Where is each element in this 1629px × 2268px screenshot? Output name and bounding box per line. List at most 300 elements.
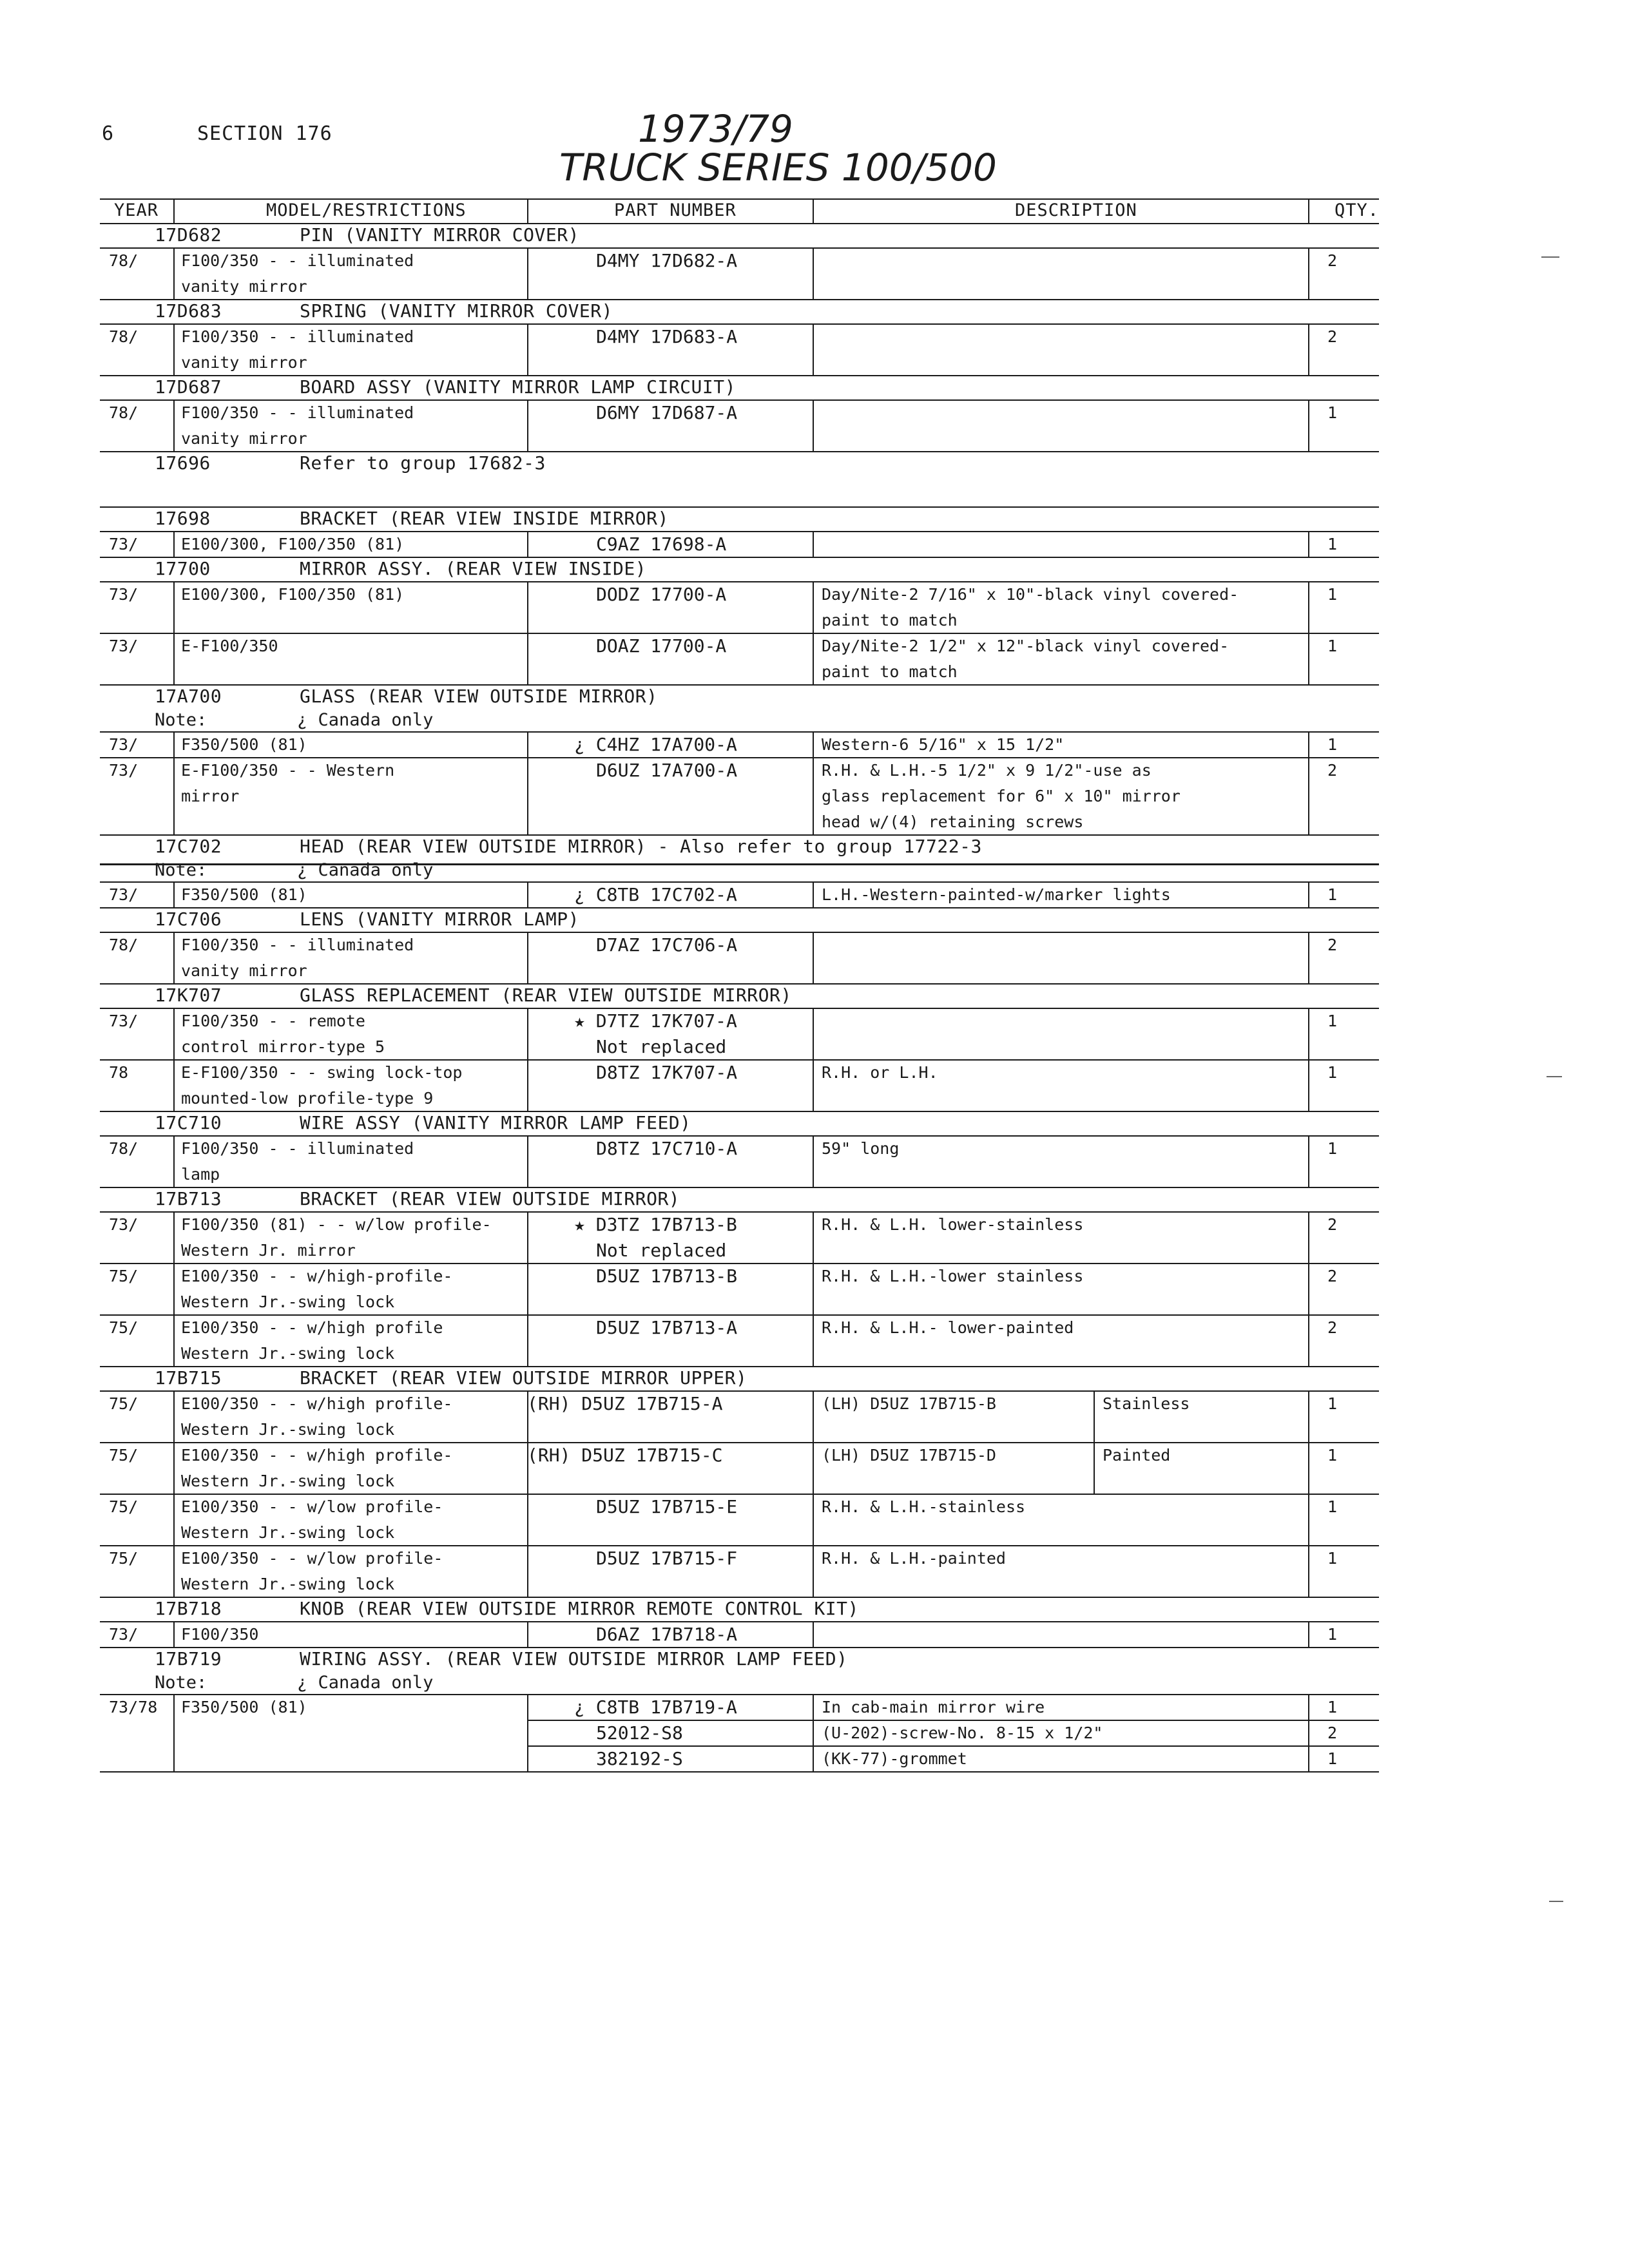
row-finish: Stainless <box>1103 1394 1190 1413</box>
row-model: Western Jr.-swing lock <box>181 1293 395 1311</box>
column-divider <box>527 633 528 684</box>
row-qty: 1 <box>1327 585 1338 604</box>
column-divider <box>813 731 814 757</box>
row-description: (LH) D5UZ 17B715-D <box>822 1446 996 1465</box>
rule-line <box>100 1442 1379 1443</box>
row-part-number: D5UZ 17B715-E <box>596 1496 738 1517</box>
row-qty: 1 <box>1327 1625 1338 1644</box>
column-divider <box>1308 1494 1309 1545</box>
group-code: 17698 <box>155 508 211 529</box>
row-year: 73/ <box>109 637 139 655</box>
row-model: Western Jr.-swing lock <box>181 1575 395 1593</box>
rule-line <box>100 506 1379 508</box>
column-divider <box>813 1621 814 1647</box>
row-year: 75/ <box>109 1549 139 1568</box>
row-model: Western Jr.-swing lock <box>181 1344 395 1363</box>
row-description: Day/Nite-2 7/16" x 10"-black vinyl covered- <box>822 585 1239 604</box>
row-description: (LH) D5UZ 17B715-B <box>822 1394 996 1413</box>
rule-line <box>100 1008 1379 1009</box>
row-model: control mirror-type 5 <box>181 1037 385 1056</box>
row-qty: 2 <box>1327 251 1338 270</box>
group-code: 17D682 <box>155 224 222 245</box>
row-year: 73/ <box>109 885 139 904</box>
row-qty: 1 <box>1327 637 1338 655</box>
row-model: E-F100/350 <box>181 637 278 655</box>
row-year: 78/ <box>109 403 139 422</box>
row-description: L.H.-Western-painted-w/marker lights <box>822 885 1171 904</box>
column-divider <box>813 1263 814 1314</box>
rule-line <box>100 1694 1379 1695</box>
column-divider <box>813 1211 814 1263</box>
row-description: R.H. or L.H. <box>822 1063 938 1082</box>
column-divider <box>813 1059 814 1111</box>
rule-line <box>100 1621 1379 1622</box>
row-model: F100/350 - - illuminated <box>181 936 414 954</box>
group-name: KNOB (REAR VIEW OUTSIDE MIRROR REMOTE CONTROL KIT) <box>300 1598 859 1619</box>
rule-line <box>100 1314 1379 1316</box>
row-model: F350/500 (81) <box>181 735 307 754</box>
column-divider <box>813 1442 814 1494</box>
group-code: 17C706 <box>155 908 222 930</box>
group-code: 17B713 <box>155 1188 222 1209</box>
group-name: GLASS REPLACEMENT (REAR VIEW OUTSIDE MIRROR) <box>300 985 792 1006</box>
row-qty: 1 <box>1327 535 1338 553</box>
row-description: (U-202)-screw-No. 8-15 x 1/2" <box>822 1724 1103 1742</box>
rule-line <box>100 1187 1379 1188</box>
column-divider <box>527 731 528 757</box>
note-label: Note: <box>155 1673 207 1693</box>
column-divider <box>527 932 528 983</box>
column-divider <box>1308 198 1309 223</box>
rule-line <box>100 247 1379 249</box>
row-part-number: ¿ C4HZ 17A700-A <box>574 734 737 755</box>
row-year: 73/ <box>109 735 139 754</box>
rule-line <box>100 1494 1379 1495</box>
column-divider <box>527 1059 528 1111</box>
column-divider <box>173 757 175 834</box>
rule-line <box>100 1771 1379 1773</box>
group-code: 17A700 <box>155 686 222 707</box>
group-name: PIN (VANITY MIRROR COVER) <box>300 224 579 245</box>
column-divider <box>1308 932 1309 983</box>
row-qty: 1 <box>1327 1139 1338 1158</box>
row-qty: 1 <box>1327 1446 1338 1465</box>
table-bottom-rule <box>100 863 1379 865</box>
row-part-number: (RH) D5UZ 17B715-A <box>527 1393 723 1414</box>
row-description: R.H. & L.H.-lower stainless <box>822 1267 1084 1285</box>
row-description: R.H. & L.H.-5 1/2" x 9 1/2"-use as <box>822 761 1152 780</box>
rule-line <box>100 581 1379 582</box>
group-code: 17D687 <box>155 376 222 398</box>
row-year: 73/ <box>109 761 139 780</box>
row-part-number: D5UZ 17B715-F <box>596 1548 738 1569</box>
column-divider <box>1308 581 1309 633</box>
column-divider <box>813 633 814 684</box>
column-divider <box>1308 1314 1309 1366</box>
row-model: F100/350 (81) - - w/low profile- <box>181 1215 492 1234</box>
column-divider <box>173 531 175 557</box>
row-model: E-F100/350 - - Western <box>181 761 395 780</box>
row-part-number: D4MY 17D683-A <box>596 326 738 347</box>
row-part-number: D7AZ 17C706-A <box>596 934 738 956</box>
row-model: F350/500 (81) <box>181 1698 307 1716</box>
row-part-number: Not replaced <box>596 1240 727 1261</box>
column-divider <box>527 1694 528 1771</box>
row-part-number: DOAZ 17700-A <box>596 635 727 657</box>
column-divider <box>173 1263 175 1314</box>
column-divider <box>527 1314 528 1366</box>
column-divider <box>173 1621 175 1647</box>
row-part-number: D6MY 17D687-A <box>596 402 738 423</box>
column-divider <box>813 323 814 375</box>
column-header-qty: QTY. <box>1335 200 1380 220</box>
rule-line <box>100 881 1379 883</box>
column-divider <box>173 1135 175 1187</box>
column-divider <box>527 247 528 299</box>
column-divider <box>1308 1263 1309 1314</box>
row-description: R.H. & L.H.-painted <box>822 1549 1006 1568</box>
row-model: Western Jr.-swing lock <box>181 1523 395 1542</box>
column-divider <box>813 1008 814 1059</box>
column-divider <box>527 198 528 223</box>
row-description: R.H. & L.H. lower-stainless <box>822 1215 1084 1234</box>
column-divider <box>173 399 175 451</box>
row-model: lamp <box>181 1165 220 1184</box>
column-divider <box>1308 1211 1309 1263</box>
column-divider <box>1308 881 1309 907</box>
row-description: R.H. & L.H.- lower-painted <box>822 1318 1074 1337</box>
column-divider <box>527 1390 528 1442</box>
column-divider <box>527 881 528 907</box>
column-divider <box>1094 1442 1095 1494</box>
rule-line <box>100 1211 1379 1213</box>
column-divider <box>813 1694 814 1771</box>
row-model: F350/500 (81) <box>181 885 307 904</box>
column-divider <box>813 399 814 451</box>
rule-line <box>100 731 1379 733</box>
column-divider <box>1308 757 1309 834</box>
row-year: 75/ <box>109 1497 139 1516</box>
column-divider <box>527 1008 528 1059</box>
column-divider <box>527 1494 528 1545</box>
column-divider <box>813 932 814 983</box>
row-part-number: DODZ 17700-A <box>596 584 727 605</box>
group-code: 17C710 <box>155 1112 222 1133</box>
column-divider <box>813 757 814 834</box>
row-description: glass replacement for 6" x 10" mirror <box>822 787 1181 805</box>
column-divider <box>813 1494 814 1545</box>
rule-line <box>100 531 1379 532</box>
column-divider <box>173 1390 175 1442</box>
column-divider <box>1308 731 1309 757</box>
rule-line <box>527 1720 1379 1721</box>
group-name: GLASS (REAR VIEW OUTSIDE MIRROR) <box>300 686 658 707</box>
group-name: BRACKET (REAR VIEW INSIDE MIRROR) <box>300 508 669 529</box>
row-model: Western Jr.-swing lock <box>181 1472 395 1490</box>
row-qty: 2 <box>1327 761 1338 780</box>
row-model: E100/300, F100/350 (81) <box>181 535 405 553</box>
column-divider <box>173 581 175 633</box>
column-divider <box>1308 1135 1309 1187</box>
column-divider <box>173 633 175 684</box>
rule-line <box>527 1745 1379 1747</box>
column-divider <box>1308 1694 1309 1771</box>
row-qty: 2 <box>1327 1215 1338 1234</box>
column-divider <box>1308 633 1309 684</box>
row-qty: 2 <box>1327 1267 1338 1285</box>
column-divider <box>1308 323 1309 375</box>
row-model: vanity mirror <box>181 429 307 448</box>
row-year: 73/78 <box>109 1698 158 1716</box>
row-model: F100/350 - - remote <box>181 1012 365 1030</box>
rule-line <box>100 1059 1379 1061</box>
column-divider <box>1308 399 1309 451</box>
row-year: 75/ <box>109 1318 139 1337</box>
row-qty: 1 <box>1327 1394 1338 1413</box>
column-divider <box>527 323 528 375</box>
row-model: mirror <box>181 787 240 805</box>
column-divider <box>173 323 175 375</box>
row-description: (KK-77)-grommet <box>822 1749 967 1768</box>
row-year: 73/ <box>109 1625 139 1644</box>
section-label: SECTION 176 <box>197 122 333 145</box>
row-description: head w/(4) retaining screws <box>822 812 1084 831</box>
column-divider <box>527 581 528 633</box>
row-year: 73/ <box>109 535 139 553</box>
row-part-number: 382192-S <box>596 1748 683 1769</box>
parts-table <box>100 198 1380 1769</box>
row-description: Western-6 5/16" x 15 1/2" <box>822 735 1065 754</box>
row-year: 75/ <box>109 1446 139 1465</box>
rule-line <box>100 757 1379 758</box>
group-name: MIRROR ASSY. (REAR VIEW INSIDE) <box>300 558 647 579</box>
row-finish: Painted <box>1103 1446 1171 1465</box>
row-year: 75/ <box>109 1394 139 1413</box>
column-divider <box>173 731 175 757</box>
column-divider <box>1308 1008 1309 1059</box>
row-qty: 2 <box>1327 327 1338 346</box>
column-divider <box>813 1135 814 1187</box>
column-header-model: MODEL/RESTRICTIONS <box>266 200 467 220</box>
row-year: 78/ <box>109 327 139 346</box>
row-qty: 1 <box>1327 1698 1338 1716</box>
column-divider <box>527 1545 528 1597</box>
row-year: 73/ <box>109 1012 139 1030</box>
column-divider <box>527 1135 528 1187</box>
column-divider <box>1308 531 1309 557</box>
note-text: ¿ Canada only <box>297 860 434 880</box>
row-part-number: ★ D7TZ 17K707-A <box>574 1010 737 1032</box>
column-divider <box>813 198 814 223</box>
row-model: E100/300, F100/350 (81) <box>181 585 405 604</box>
row-year: 73/ <box>109 585 139 604</box>
row-part-number: D5UZ 17B713-A <box>596 1317 738 1338</box>
column-divider <box>813 881 814 907</box>
column-divider <box>1094 1390 1095 1442</box>
rule-line <box>100 223 1379 224</box>
rule-line <box>100 907 1379 908</box>
column-divider <box>1308 1390 1309 1442</box>
column-divider <box>813 1314 814 1366</box>
note-label: Note: <box>155 710 207 730</box>
column-divider <box>173 247 175 299</box>
row-part-number: 52012-S8 <box>596 1722 683 1744</box>
column-header-year: YEAR <box>114 200 159 220</box>
column-divider <box>173 198 175 223</box>
column-divider <box>527 531 528 557</box>
rule-line <box>100 375 1379 376</box>
column-divider <box>1308 1545 1309 1597</box>
rule-line <box>100 1111 1379 1112</box>
row-description: In cab-main mirror wire <box>822 1698 1045 1716</box>
row-part-number: (RH) D5UZ 17B715-C <box>527 1445 723 1466</box>
row-model: mounted-low profile-type 9 <box>181 1089 434 1108</box>
column-divider <box>173 1314 175 1366</box>
group-code: 17696 <box>155 452 211 474</box>
row-model: Western Jr. mirror <box>181 1241 356 1260</box>
group-code: 17C702 <box>155 836 222 857</box>
column-divider <box>527 399 528 451</box>
column-header-description: DESCRIPTION <box>1015 200 1137 220</box>
group-code: 17700 <box>155 558 211 579</box>
title-years: 1973/79 <box>638 107 793 151</box>
rule-line <box>100 1390 1379 1392</box>
group-name: WIRE ASSY (VANITY MIRROR LAMP FEED) <box>300 1112 691 1133</box>
row-part-number: D8TZ 17K707-A <box>596 1062 738 1083</box>
row-qty: 1 <box>1327 1012 1338 1030</box>
row-description: 59" long <box>822 1139 900 1158</box>
row-model: F100/350 - - illuminated <box>181 403 414 422</box>
row-qty: 2 <box>1327 1318 1338 1337</box>
edge-mark <box>1549 1901 1563 1902</box>
row-part-number: D6UZ 17A700-A <box>596 760 738 781</box>
row-part-number: D6AZ 17B718-A <box>596 1624 738 1645</box>
rule-line <box>100 633 1379 634</box>
row-model: Western Jr.-swing lock <box>181 1420 395 1439</box>
row-part-number: D5UZ 17B713-B <box>596 1265 738 1287</box>
row-year: 75/ <box>109 1267 139 1285</box>
row-model: E100/350 - - w/high-profile- <box>181 1267 453 1285</box>
rule-line <box>100 198 1379 200</box>
row-description: R.H. & L.H.-stainless <box>822 1497 1026 1516</box>
row-qty: 2 <box>1327 936 1338 954</box>
rule-line <box>100 451 1379 452</box>
row-model: E100/350 - - w/high profile <box>181 1318 443 1337</box>
row-qty: 2 <box>1327 1724 1338 1742</box>
row-part-number: ★ D3TZ 17B713-B <box>574 1214 737 1235</box>
column-divider <box>173 1442 175 1494</box>
rule-line <box>100 1545 1379 1546</box>
column-divider <box>527 757 528 834</box>
column-divider <box>813 581 814 633</box>
group-name: BRACKET (REAR VIEW OUTSIDE MIRROR) <box>300 1188 680 1209</box>
column-divider <box>813 1390 814 1442</box>
row-model: vanity mirror <box>181 277 307 296</box>
note-label: Note: <box>155 860 207 880</box>
row-qty: 1 <box>1327 1549 1338 1568</box>
column-divider <box>1308 1059 1309 1111</box>
column-divider <box>173 1211 175 1263</box>
column-divider <box>173 1494 175 1545</box>
row-model: E100/350 - - w/low profile- <box>181 1549 443 1568</box>
column-divider <box>173 1545 175 1597</box>
column-divider <box>173 1694 175 1771</box>
column-divider <box>1308 247 1309 299</box>
column-divider <box>813 531 814 557</box>
edge-mark <box>1541 256 1559 258</box>
rule-line <box>100 1263 1379 1264</box>
column-divider <box>1308 1621 1309 1647</box>
row-description: Day/Nite-2 1/2" x 12"-black vinyl covered- <box>822 637 1229 655</box>
group-code: 17B715 <box>155 1367 222 1389</box>
rule-line <box>100 932 1379 933</box>
edge-mark <box>1547 1076 1562 1077</box>
group-name: BOARD ASSY (VANITY MIRROR LAMP CIRCUIT) <box>300 376 736 398</box>
group-code: 17K707 <box>155 985 222 1006</box>
column-divider <box>527 1263 528 1314</box>
group-name: LENS (VANITY MIRROR LAMP) <box>300 908 579 930</box>
group-name: WIRING ASSY. (REAR VIEW OUTSIDE MIRROR LAMP FEED) <box>300 1648 848 1669</box>
row-part-number: C9AZ 17698-A <box>596 533 727 555</box>
row-part-number: ¿ C8TB 17C702-A <box>574 884 737 905</box>
row-model: E100/350 - - w/low profile- <box>181 1497 443 1516</box>
column-divider <box>1308 1442 1309 1494</box>
row-model: vanity mirror <box>181 353 307 372</box>
row-model: F100/350 - - illuminated <box>181 251 414 270</box>
title-series: TRUCK SERIES 100/500 <box>559 146 997 189</box>
column-divider <box>173 932 175 983</box>
row-qty: 1 <box>1327 1749 1338 1768</box>
row-model: vanity mirror <box>181 961 307 980</box>
rule-line <box>100 557 1379 558</box>
row-qty: 1 <box>1327 885 1338 904</box>
note-text: ¿ Canada only <box>297 710 434 730</box>
column-divider <box>173 1008 175 1059</box>
row-qty: 1 <box>1327 735 1338 754</box>
row-description: paint to match <box>822 662 958 681</box>
row-year: 78/ <box>109 936 139 954</box>
row-part-number: D8TZ 17C710-A <box>596 1138 738 1159</box>
group-code: 17B719 <box>155 1648 222 1669</box>
column-divider <box>527 1211 528 1263</box>
row-part-number: Not replaced <box>596 1036 727 1057</box>
column-divider <box>813 247 814 299</box>
note-text: ¿ Canada only <box>297 1673 434 1693</box>
column-divider <box>813 1545 814 1597</box>
row-qty: 1 <box>1327 403 1338 422</box>
row-year: 73/ <box>109 1215 139 1234</box>
row-model: F100/350 - - illuminated <box>181 327 414 346</box>
row-model: F100/350 - - illuminated <box>181 1139 414 1158</box>
row-description: paint to match <box>822 611 958 629</box>
group-name: Refer to group 17682-3 <box>300 452 546 474</box>
group-name: BRACKET (REAR VIEW OUTSIDE MIRROR UPPER) <box>300 1367 747 1389</box>
column-divider <box>173 1059 175 1111</box>
group-code: 17B718 <box>155 1598 222 1619</box>
column-header-part: PART NUMBER <box>614 200 737 220</box>
group-name: SPRING (VANITY MIRROR COVER) <box>300 300 613 322</box>
page-number: 6 <box>102 122 115 145</box>
row-part-number: D4MY 17D682-A <box>596 250 738 271</box>
group-name: HEAD (REAR VIEW OUTSIDE MIRROR) - Also refer to group 17722-3 <box>300 836 982 857</box>
row-model: F100/350 <box>181 1625 259 1644</box>
row-part-number: ¿ C8TB 17B719-A <box>574 1696 737 1718</box>
row-model: E100/350 - - w/high profile- <box>181 1446 453 1465</box>
row-qty: 1 <box>1327 1063 1338 1082</box>
group-code: 17D683 <box>155 300 222 322</box>
column-divider <box>527 1442 528 1494</box>
row-model: E-F100/350 - - swing lock-top <box>181 1063 463 1082</box>
